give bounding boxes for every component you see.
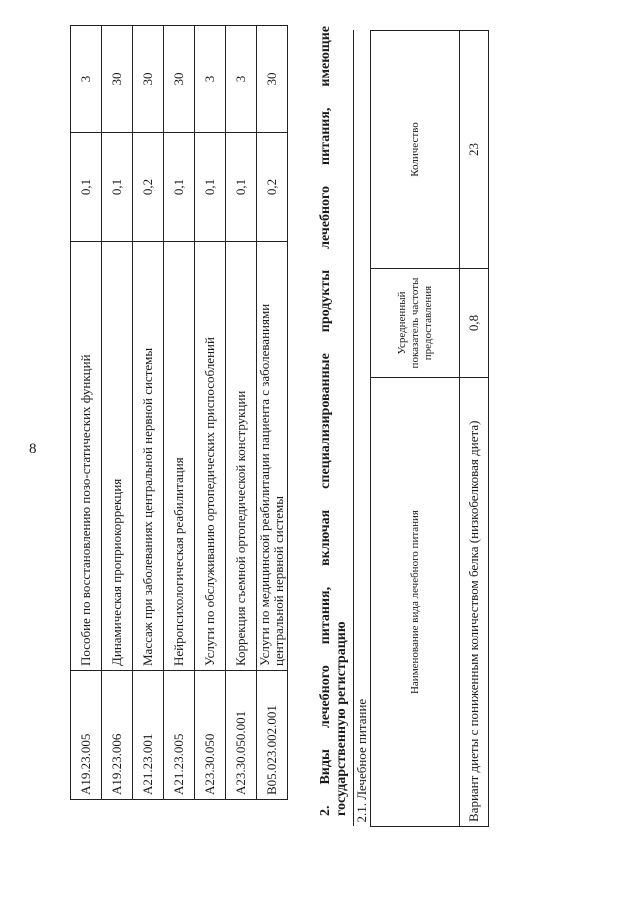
table-row — [195, 26, 226, 800]
quantity-value: 30 — [257, 26, 288, 133]
nutrition-subtitle: 2.1. Лечебное питание — [354, 31, 371, 827]
service-code: B05.023.002.001 — [257, 671, 288, 800]
nutrition-name: Вариант диеты с пониженным количеством белка (низкобелковая диета) — [460, 378, 489, 827]
services-table-body — [71, 26, 288, 800]
table-row — [164, 26, 195, 800]
header-nutrition-name: Наименование вида лечебного питания — [371, 378, 460, 827]
quantity-value: 23 — [460, 31, 489, 269]
service-name: Динамическая проприокоррекция — [102, 242, 133, 671]
service-name: Нейропсихологическая реабилитация — [164, 242, 195, 671]
service-name: Услуги по обслуживанию ортопедических приспособлений — [195, 242, 226, 671]
frequency-value: 0,1 — [195, 133, 226, 242]
nutrition-table-body — [460, 31, 489, 827]
nutrition-table — [353, 30, 489, 827]
table-row — [226, 26, 257, 800]
quantity-value: 3 — [71, 26, 102, 133]
table-row — [71, 26, 102, 800]
table-row — [133, 26, 164, 800]
frequency-value: 0,1 — [164, 133, 195, 242]
service-code: A23.30.050.001 — [226, 671, 257, 800]
service-name: Пособие по восстановлению позо-статических функций — [71, 242, 102, 671]
quantity-value: 3 — [195, 26, 226, 133]
frequency-value: 0,8 — [460, 269, 489, 378]
table-row — [257, 26, 288, 800]
service-name: Коррекция съемной ортопедической конструкции — [226, 242, 257, 671]
service-code: A23.30.050 — [195, 671, 226, 800]
section-2-title: 2. Виды лечебного питания, включая специализированные продукты лечебного питания, имеющие — [318, 26, 333, 816]
service-name: Массаж при заболеваниях центральной нервной системы — [133, 242, 164, 671]
service-code: A19.23.005 — [71, 671, 102, 800]
quantity-value: 3 — [226, 26, 257, 133]
frequency-value: 0,1 — [102, 133, 133, 242]
frequency-value: 0,1 — [71, 133, 102, 242]
service-code: A21.23.001 — [133, 671, 164, 800]
service-code: A21.23.005 — [164, 671, 195, 800]
service-name: Услуги по медицинской реабилитации пациента с заболеваниями центральной нервной системы — [257, 242, 288, 671]
quantity-value: 30 — [164, 26, 195, 133]
service-code: A19.23.006 — [102, 671, 133, 800]
table-row — [460, 31, 489, 827]
nutrition-header-row — [371, 31, 460, 827]
table-row — [102, 26, 133, 800]
frequency-value: 0,1 — [226, 133, 257, 242]
services-table — [70, 25, 288, 800]
header-frequency: Усредненный показатель частоты предоставления — [371, 269, 460, 378]
header-quantity: Количество — [371, 31, 460, 269]
section-2-title-continuation: государственную регистрацию — [334, 621, 349, 816]
frequency-value: 0,2 — [257, 133, 288, 242]
quantity-value: 30 — [102, 26, 133, 133]
quantity-value: 30 — [133, 26, 164, 133]
frequency-value: 0,2 — [133, 133, 164, 242]
page-number: 8 — [29, 441, 37, 457]
